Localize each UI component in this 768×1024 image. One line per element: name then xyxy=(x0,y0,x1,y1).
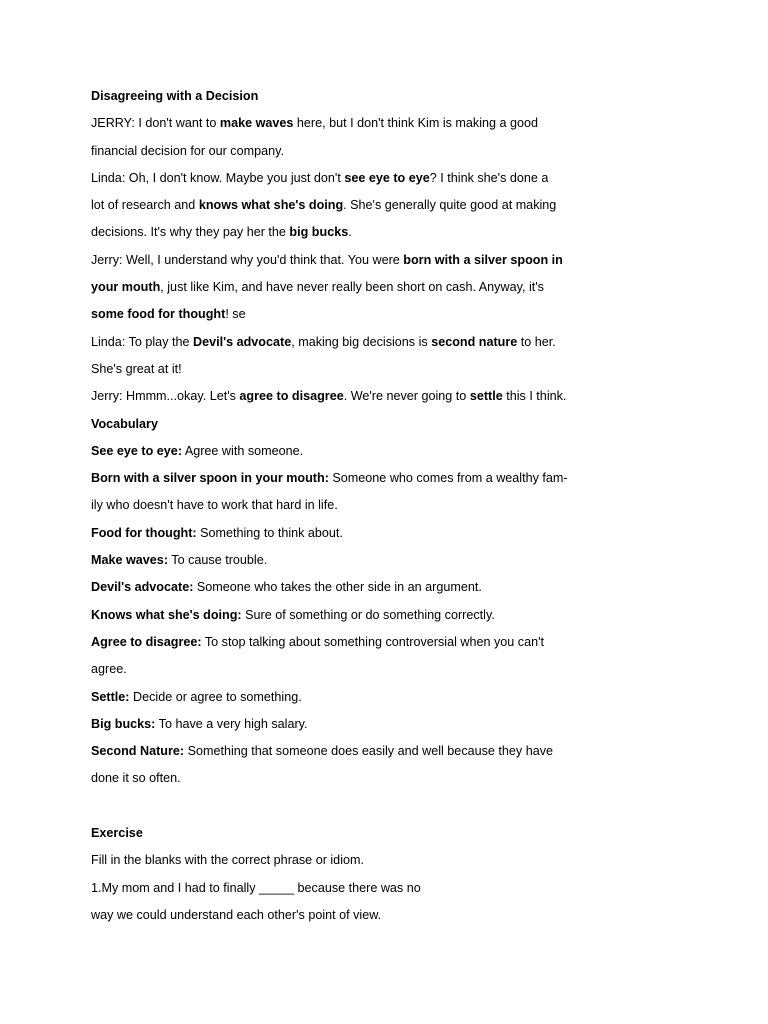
vocab-definition: ily who doesn't have to work that hard in life. xyxy=(91,498,338,513)
idiom: make waves xyxy=(219,116,294,131)
vocab-definition: Someone who takes the other side in an argument. xyxy=(193,580,482,595)
vocab-definition: Someone who comes from a wealthy fam- xyxy=(328,471,568,486)
vocab-entry xyxy=(91,765,591,792)
dialogue-line-1 xyxy=(91,110,591,137)
vocab-entry xyxy=(91,602,591,629)
idiom: big bucks xyxy=(289,225,349,240)
vocab-entry xyxy=(91,520,591,547)
vocab-definition: Agree with someone. xyxy=(182,443,304,458)
text: here, but I don't think Kim is making a good xyxy=(293,116,539,131)
dialogue-line-10 xyxy=(91,356,591,383)
text: , making big decisions is xyxy=(291,334,432,349)
vocab-entry xyxy=(91,438,591,465)
dialogue-line-9 xyxy=(91,329,591,356)
dialogue-line-5 xyxy=(91,219,591,246)
vocab-term: Devil's advocate: xyxy=(91,580,194,595)
text: Jerry: Well, I understand why you'd think that. You were xyxy=(91,252,404,267)
dialogue-line-3 xyxy=(91,165,591,192)
vocab-term: Big bucks: xyxy=(91,716,156,731)
vocab-entry xyxy=(91,656,591,683)
dialogue-line-8 xyxy=(91,301,591,328)
vocab-term: Make waves: xyxy=(91,553,169,568)
vocabulary-heading: Vocabulary xyxy=(91,416,158,431)
exercise-instructions: Fill in the blanks with the correct phrase or idiom. xyxy=(91,853,364,868)
text: ? I think she's done a xyxy=(429,170,549,185)
vocab-definition: To have a very high salary. xyxy=(155,716,308,731)
vocab-entry xyxy=(91,738,591,765)
text: JERRY: I don't want to xyxy=(91,116,220,131)
dialogue-line-11 xyxy=(91,383,591,410)
vocab-definition: Something that someone does easily and well because they have xyxy=(184,744,554,759)
vocab-term: Second Nature: xyxy=(91,744,185,759)
vocab-definition: Decide or agree to something. xyxy=(129,689,302,704)
vocab-term: Knows what she's doing: xyxy=(91,607,242,622)
vocab-definition: Something to think about. xyxy=(196,525,343,540)
text: . We're never going to xyxy=(343,389,470,404)
text: She's great at it! xyxy=(91,361,182,376)
text: ! se xyxy=(225,307,246,322)
idiom: Devil's advocate xyxy=(193,334,292,349)
vocab-entry xyxy=(91,547,591,574)
text: Jerry: Hmmm...okay. Let's xyxy=(91,389,240,404)
idiom: born with a silver spoon in xyxy=(403,252,563,267)
vocab-entry xyxy=(91,711,591,738)
vocab-entry xyxy=(91,684,591,711)
vocab-definition: To stop talking about something controversial when you can't xyxy=(201,634,544,649)
idiom: settle xyxy=(469,389,503,404)
dialogue-line-4 xyxy=(91,192,591,219)
document-title: Disagreeing with a Decision xyxy=(91,89,259,103)
idiom: your mouth xyxy=(91,280,161,295)
text: . xyxy=(348,225,352,240)
idiom: see eye to eye xyxy=(344,170,430,185)
vocab-term: Agree to disagree: xyxy=(91,634,202,649)
vocab-term: Settle: xyxy=(91,689,130,704)
document-page xyxy=(91,83,591,929)
text: to her. xyxy=(517,334,556,349)
vocab-definition: agree. xyxy=(91,662,127,677)
text: decisions. It's why they pay her the xyxy=(91,225,290,240)
vocab-definition: done it so often. xyxy=(91,771,181,786)
vocab-definition: Sure of something or do something correctly. xyxy=(241,607,495,622)
text: Linda: To play the xyxy=(91,334,193,349)
text: Linda: Oh, I don't know. Maybe you just don't xyxy=(91,170,345,185)
text: . She's generally quite good at making xyxy=(343,198,557,213)
vocab-entry xyxy=(91,465,591,492)
vocab-term: See eye to eye: xyxy=(91,443,183,458)
text: this I think. xyxy=(502,389,567,404)
idiom: agree to disagree xyxy=(239,389,344,404)
vocab-definition: To cause trouble. xyxy=(168,553,268,568)
vocab-term: Born with a silver spoon in your mouth: xyxy=(91,471,329,486)
spacer xyxy=(91,793,591,820)
dialogue-line-2 xyxy=(91,138,591,165)
idiom: knows what she's doing xyxy=(198,198,344,213)
text: lot of research and xyxy=(91,198,199,213)
exercise-question-1: 1.My mom and I had to finally _____ because there was no xyxy=(91,880,421,895)
vocab-term: Food for thought: xyxy=(91,525,197,540)
dialogue-line-6 xyxy=(91,247,591,274)
idiom: some food for thought xyxy=(91,307,226,322)
vocab-entry xyxy=(91,492,591,519)
dialogue-line-7 xyxy=(91,274,591,301)
vocab-entry xyxy=(91,629,591,656)
idiom: second nature xyxy=(431,334,518,349)
exercise-question-1-continued: way we could understand each other's point of view. xyxy=(91,907,382,922)
text: , just like Kim, and have never really been short on cash. Anyway, it's xyxy=(160,280,544,295)
vocab-entry xyxy=(91,574,591,601)
exercise-heading: Exercise xyxy=(91,826,143,841)
text: financial decision for our company. xyxy=(91,143,284,158)
